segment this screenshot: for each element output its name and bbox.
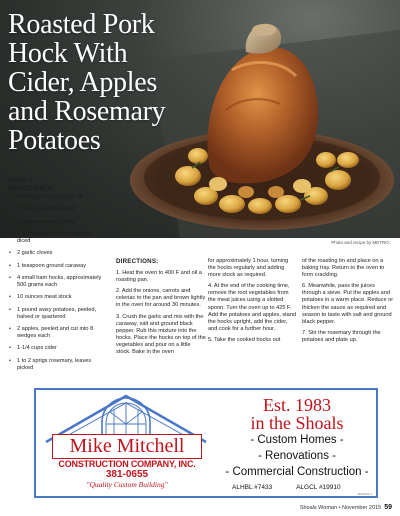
title-line: Potatoes: [8, 125, 101, 156]
license-1: ALHBL #7433: [232, 484, 273, 491]
page-number: 59: [384, 504, 392, 511]
direction-step: of the roasting tin and place on a baking tray. Return to the oven to form crackling.: [302, 258, 385, 279]
direction-step: 1. Heat the oven to 400 F and oil a roasting pan.: [116, 270, 202, 284]
company-phone: 381-0655: [105, 469, 149, 480]
ingredient-item: • 1 tablespoon vegetable oil: [8, 194, 106, 201]
license-2: ALGCL #19910: [296, 484, 341, 491]
ingredients-list: [8, 194, 106, 372]
direction-step: 4. At the end of the cooking time, remove the root vegetables from the meat juices using a slotted spoon. Turn the oven up to 425 F. Add the potatoes and apples, stand the hocks upright, add the cider, and cook for a further hour.: [208, 283, 297, 332]
direction-step: 2. Add the onions, carrots and celeriac to the pan and brown lightly in the oven for around 30 minutes.: [116, 288, 206, 309]
title-line: and Rosemary: [8, 96, 166, 127]
construction-advertisement: [34, 388, 378, 498]
company-name: Mike Mitchell: [52, 434, 202, 459]
ingredient-item: • 4 small ham hocks, approximately 500 grams each: [8, 275, 106, 289]
ingredient-item: • 1-1/4 cups cider: [8, 345, 106, 352]
established-text: [222, 396, 372, 432]
title-line: Roasted Pork: [8, 9, 155, 40]
title-line: Hock With: [8, 38, 128, 69]
directions-column-1: [116, 258, 206, 360]
direction-step: 7. Stir the rosemary through the potatoes and plate up.: [302, 329, 381, 343]
ingredient-item: • 3-1/2 ounces celeriac, roughly diced: [8, 231, 106, 245]
direction-step: 5. Take the cooked hocks out: [208, 336, 281, 343]
directions-column-2: [208, 258, 296, 348]
ingredient-item: • 10 ounces meat stock: [8, 294, 106, 301]
ingredients-column: [8, 177, 106, 377]
page-footer: [300, 504, 392, 511]
ingredient-item: • 2 onions, roughly diced: [8, 206, 106, 213]
directions-column-3: [302, 258, 394, 348]
ingredient-item: • 1 pound waxy potatoes, peeled, halved or quartered: [8, 307, 106, 321]
established-line: Est. 1983: [262, 395, 331, 415]
publication-name: Shoals Woman • November 2015: [299, 505, 382, 511]
direction-step: for approximately 1 hour, turning the hocks regularly and adding more stock as required.: [208, 258, 289, 279]
ingredient-item: • 2 carrots, roughly diced: [8, 219, 106, 226]
direction-step: 3. Crush the garlic and mix with the caraway, salt and ground black pepper. Rub this mixture into the hocks. Place the hocks on top of the vegetables and pour on a little stock. Bake in the oven: [116, 313, 206, 356]
service-renovations: - Renovations -: [258, 450, 336, 462]
company-tagline: "Quality Custom Building": [86, 480, 168, 489]
ingredient-item: • 1 teaspoon ground caraway: [8, 263, 106, 270]
established-line: in the Shoals: [250, 413, 344, 433]
serves-text: Serves 4: [8, 177, 33, 184]
ingredients-heading: INGREDIENTS:: [8, 185, 55, 193]
direction-step: 6. Meanwhile, pass the juices through a sieve. Put the apples and potatoes in a warm place. Reduce or thicken the sauce as required and season to taste with salt and ground black pepper.: [302, 283, 394, 325]
ingredient-item: • 1 to 2 sprigs rosemary, leaves picked: [8, 358, 106, 372]
recipe-title: [8, 10, 208, 155]
license-numbers: [226, 484, 368, 491]
service-custom-homes: - Custom Homes -: [250, 434, 344, 446]
ingredient-item: • 2 garlic cloves: [8, 250, 106, 257]
service-commercial: - Commercial Construction -: [225, 466, 369, 478]
photo-credit: Photo and recipe by METRO.: [331, 240, 390, 245]
company-type: CONSTRUCTION COMPANY, INC.: [58, 459, 196, 469]
title-line: Cider, Apples: [8, 67, 157, 98]
ad-code: MM2001-1: [357, 492, 372, 496]
ingredient-item: • 2 apples, peeled and cut into 8 wedges each: [8, 326, 106, 340]
directions-heading: DIRECTIONS:: [116, 258, 159, 265]
